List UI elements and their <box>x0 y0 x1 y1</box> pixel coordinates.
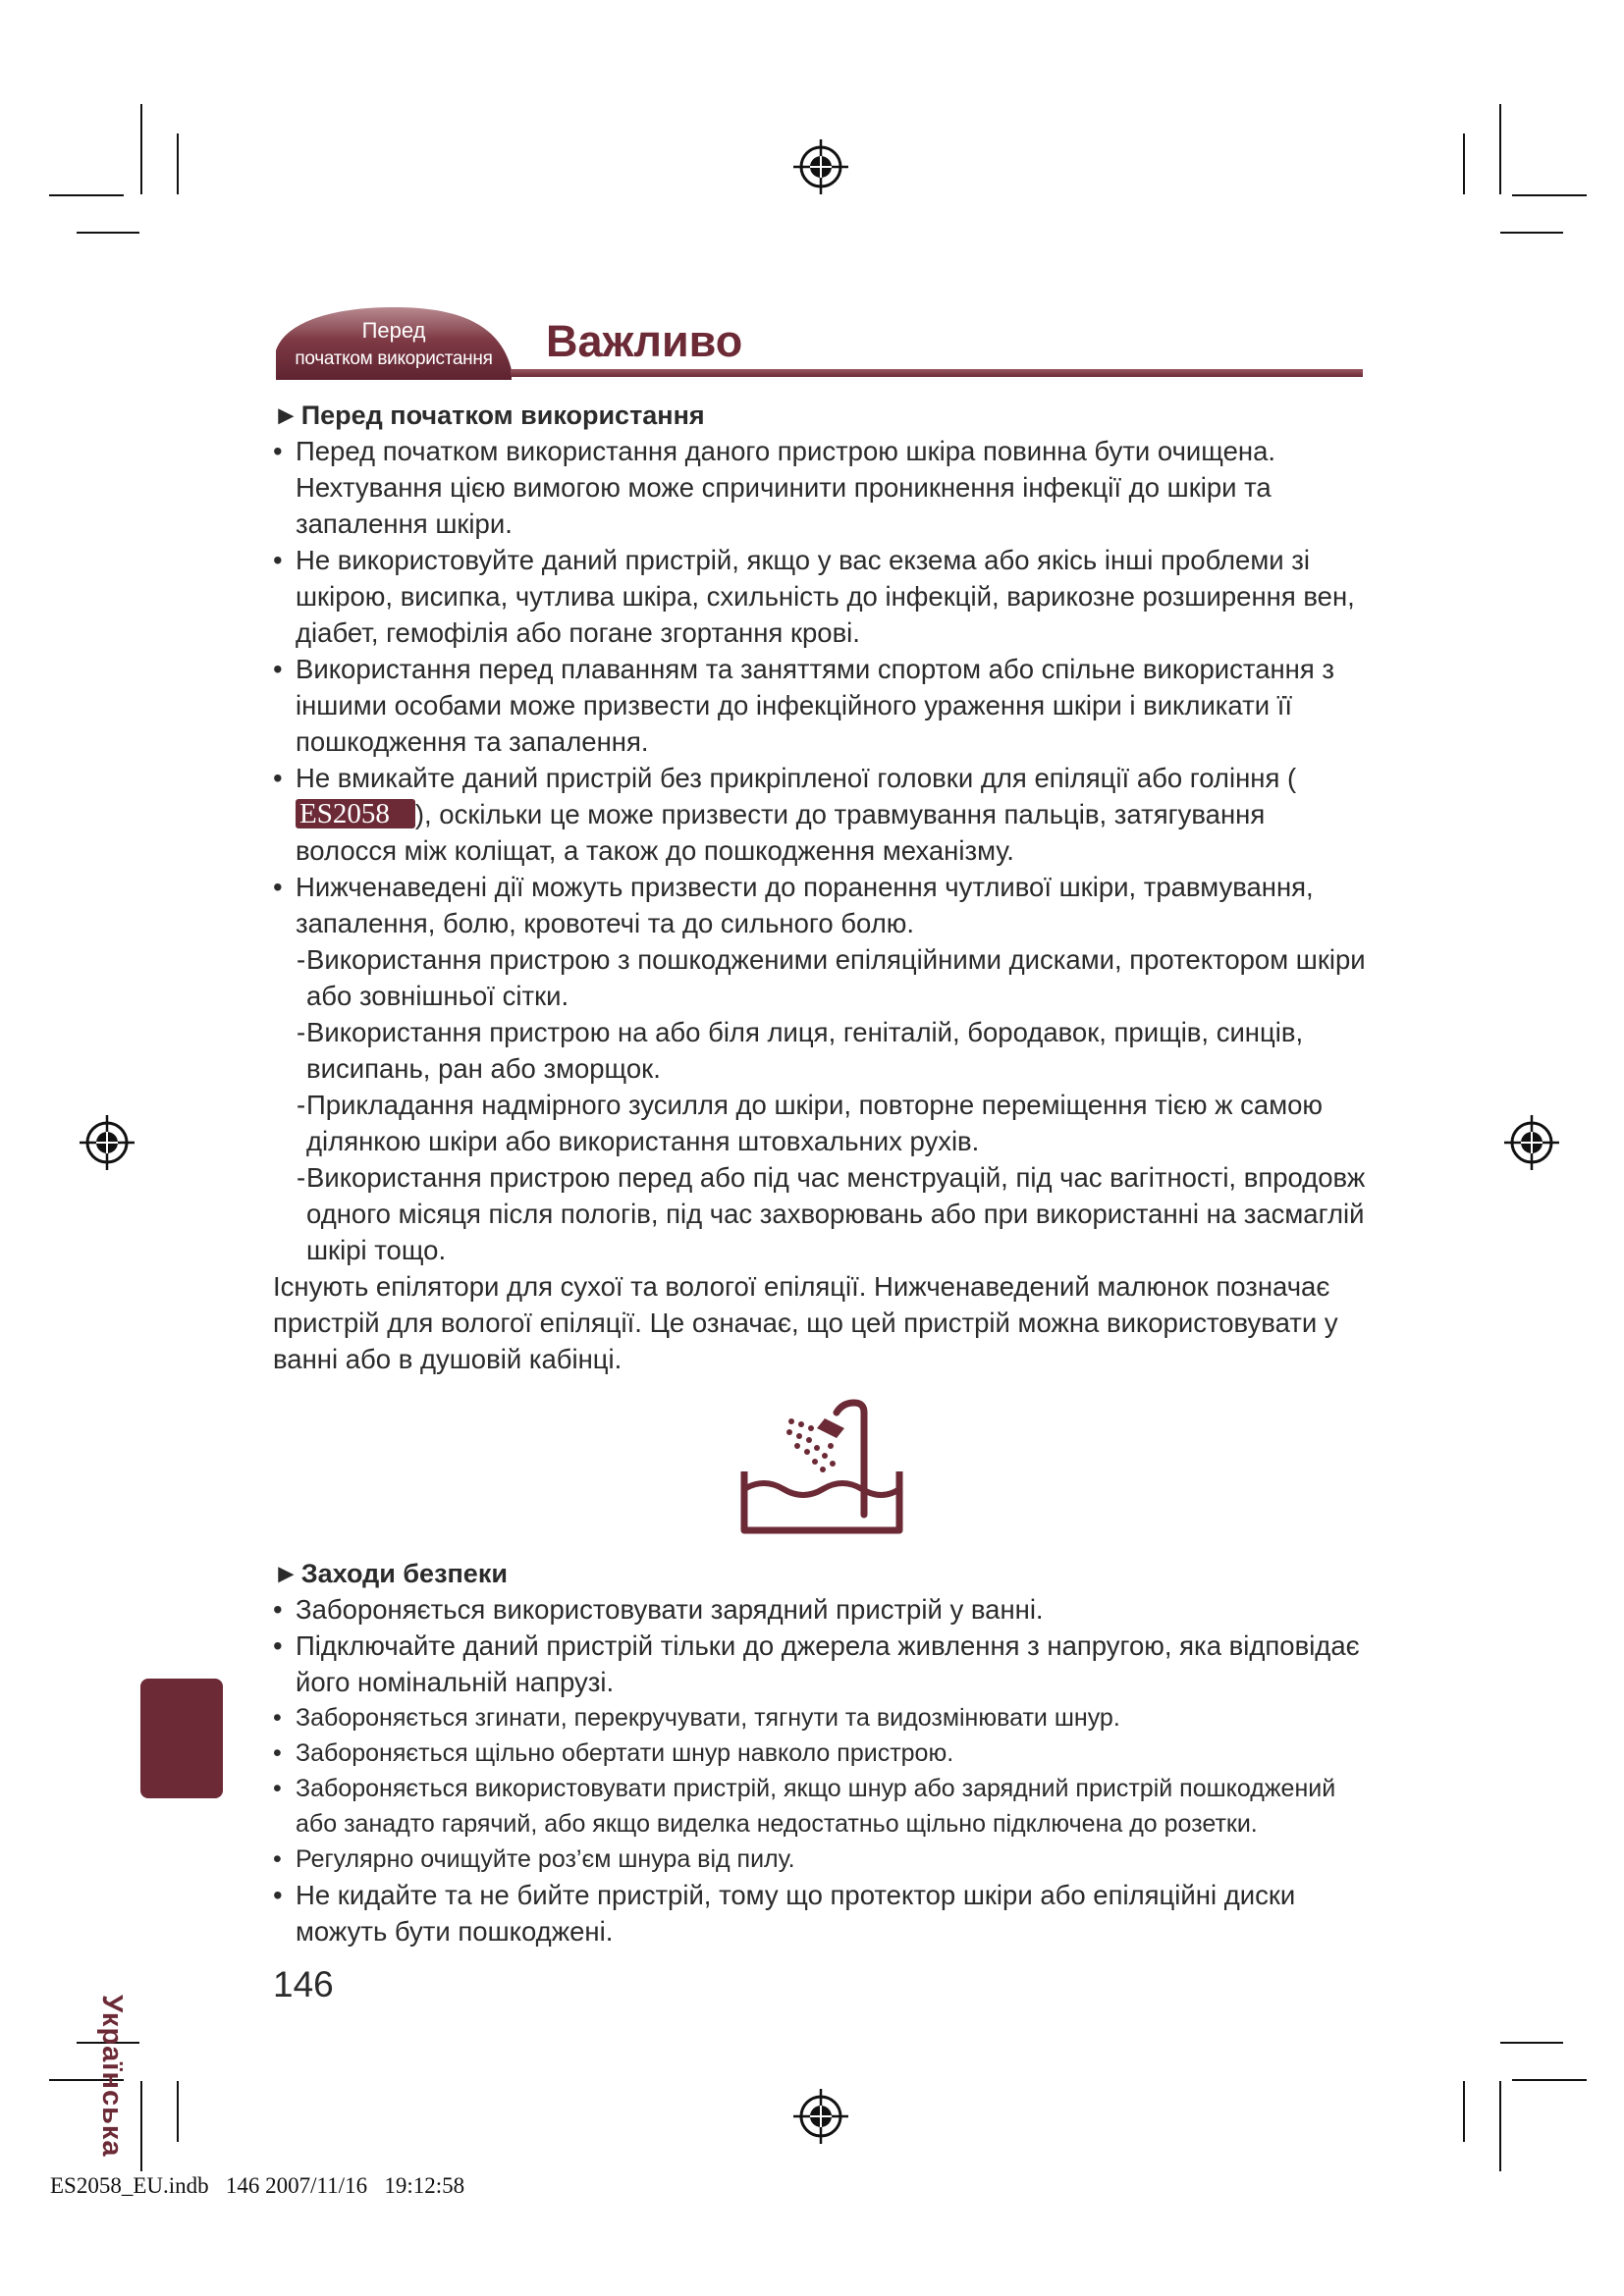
list-item: • Забороняється використовувати зарядний пристрій у ванні. <box>273 1594 1044 1625</box>
title-rule <box>511 369 1363 377</box>
section-heading-text: Заходи безпеки <box>300 1559 508 1588</box>
registration-mark-icon <box>1502 1113 1561 1172</box>
section-heading <box>273 398 1368 433</box>
crop-mark <box>1512 194 1587 196</box>
triangle-icon: ► <box>273 1559 299 1588</box>
list-item-text: Перед початком використання даного пристрою шкіра повинна бути очищена. Нехтування цією вимогою може спричинити проникнення інфекції до шкіри та запалення шкіри. <box>296 436 1276 539</box>
header-tab <box>276 301 512 380</box>
list-item: • Забороняється згинати, перекручувати, тягнути та видозмінювати шнур. <box>273 1704 1120 1732</box>
list-item-text: Не кидайте та не бийте пристрій, тому що протектор шкіри або епіляційні диски можуть бути пошкоджені. <box>296 1880 1296 1947</box>
crop-mark <box>140 2081 142 2171</box>
sub-list-item-text: Використання пристрою на або біля лиця, геніталій, бородавок, прищів, синців, висипань, ран або зморщок. <box>306 1017 1304 1084</box>
registration-mark-icon <box>791 137 850 196</box>
list-item: • Використання перед плаванням та заняттями спортом або спільне використання з іншими особами може призвести до інфекційного ураження шкіри і викликати її пошкодження та запалення. <box>273 654 1334 757</box>
list-item-text: Регулярно очищуйте роз’єм шнура від пилу. <box>296 1845 795 1873</box>
list-item-text: Нижченаведені дії можуть призвести до поранення чутливої шкіри, травмування, запалення, болю, кровотечі та до сильного болю. <box>296 872 1314 938</box>
crop-mark <box>140 104 142 194</box>
list-item: • Забороняється щільно обертати шнур навколо пристрою. <box>273 1739 954 1767</box>
section-heading <box>273 1556 1368 1591</box>
triangle-icon: ► <box>273 400 299 430</box>
list-item: • Не вмикайте даний пристрій без прикріпленої головки для епіляції або гоління (ES2058 ), оскільки це може призвести до травмування пальців, затягування волосся між коліщат, а також до пошкодження механізму. <box>273 763 1297 866</box>
crop-mark <box>177 133 179 194</box>
page-title: Важливо <box>546 316 743 366</box>
crop-mark <box>1512 2079 1587 2081</box>
sub-list-item: - Прикладання надмірного зусилля до шкіри, повторне переміщення тією ж самою ділянкою шкіри або використання штовхальних рухів. <box>297 1090 1324 1156</box>
list-item: • Регулярно очищуйте роз’єм шнура від пилу. <box>273 1845 795 1873</box>
registration-mark-icon <box>791 2087 850 2146</box>
sub-list-item-text: Використання пристрою перед або під час менструацій, під час вагітності, впродовж одного місяця після пологів, під час захворювань або при використанні на засмаглій шкірі тощо. <box>306 1162 1366 1265</box>
list-item: • Не використовуйте даний пристрій, якщо у вас екзема або якісь інші проблеми зі шкірою, висипка, чутлива шкіра, схильність до інфекцій, варикозне розширення вен, діабет, гемофілія або погане згортання крові. <box>273 545 1355 648</box>
list-item-text: Забороняється згинати, перекручувати, тягнути та видозмінювати шнур. <box>296 1704 1120 1732</box>
crop-mark <box>177 2081 179 2142</box>
section-heading-text: Перед початком використання <box>300 400 705 430</box>
page-number: 146 <box>273 1964 334 2004</box>
header-tab-line2: початком використання <box>295 348 493 369</box>
model-badge: ES2058 <box>296 799 415 828</box>
crop-mark <box>49 194 124 196</box>
main-content <box>273 398 1368 1949</box>
list-item: • Перед початком використання даного пристрою шкіра повинна бути очищена. Нехтування цією вимогою може спричинити проникнення інфекції до шкіри та запалення шкіри. <box>273 436 1276 539</box>
crop-mark <box>1500 2042 1563 2044</box>
list-item-text: Не використовуйте даний пристрій, якщо у вас екзема або якісь інші проблеми зі шкірою, висипка, чутлива шкіра, схильність до інфекцій, варикозне розширення вен, діабет, гемофілія або погане згортання крові. <box>296 545 1355 648</box>
language-tab <box>140 1679 223 1798</box>
registration-mark-icon <box>78 1113 136 1172</box>
bath-shower-icon <box>738 1399 905 1536</box>
list-item-text: Не вмикайте даний пристрій без прикріпленої головки для епіляції або гоління ( <box>296 763 1297 793</box>
info-paragraph: Існують епілятори для сухої та вологої епіляції. Нижченаведений малюнок позначає пристрій для вологої епіляції. Це означає, що цей пристрій можна використовувати у ванні або в душовій кабінці. <box>273 1271 1338 1374</box>
sub-list-item-text: Використання пристрою з пошкодженими епіляційними дисками, протектором шкіри або зовнішньої сітки. <box>306 944 1366 1011</box>
crop-mark <box>1463 133 1465 194</box>
footer-slug: ES2058_EU.indb 146 2007/11/16 19:12:58 <box>50 2173 465 2198</box>
list-item: • Підключайте даний пристрій тільки до джерела живлення з напругою, яка відповідає його номінальній напрузі. <box>273 1630 1360 1697</box>
list-item-text: Використання перед плаванням та заняттями спортом або спільне використання з іншими особами може призвести до інфекційного ураження шкіри і викликати її пошкодження та запалення. <box>296 654 1334 757</box>
crop-mark <box>1499 104 1501 194</box>
list-item-text: Забороняється використовувати зарядний пристрій у ванні. <box>296 1594 1044 1625</box>
list-item-text: ), оскільки це може призвести до травмування пальців, затягування волосся між коліщат, а також до пошкодження механізму. <box>296 799 1266 866</box>
list-item: • Нижченаведені дії можуть призвести до поранення чутливої шкіри, травмування, запалення, болю, кровотечі та до сильного болю. <box>273 872 1314 938</box>
list-item-text: Забороняється щільно обертати шнур навколо пристрою. <box>296 1739 954 1767</box>
sub-list-item: - Використання пристрою перед або під час менструацій, під час вагітності, впродовж одного місяця після пологів, під час захворювань або при використанні на засмаглій шкірі тощо. <box>297 1162 1366 1265</box>
crop-mark <box>1500 232 1563 234</box>
sub-list-item: - Використання пристрою на або біля лиця, геніталій, бородавок, прищів, синців, висипань, ран або зморщок. <box>297 1017 1304 1084</box>
crop-mark <box>1463 2081 1465 2142</box>
sub-list-item: - Використання пристрою з пошкодженими епіляційними дисками, протектором шкіри або зовнішньої сітки. <box>297 944 1366 1011</box>
language-label: Українська <box>96 1995 128 2158</box>
list-item: • Не кидайте та не бийте пристрій, тому що протектор шкіри або епіляційні диски можуть бути пошкоджені. <box>273 1880 1296 1947</box>
list-item-text: Забороняється використовувати пристрій, якщо шнур або зарядний пристрій пошкоджений або занадто гарячий, або якщо виделка недостатньо щільно підключена до розетки. <box>296 1775 1336 1838</box>
crop-mark <box>1499 2081 1501 2171</box>
list-item: • Забороняється використовувати пристрій, якщо шнур або зарядний пристрій пошкоджений або занадто гарячий, або якщо виделка недостатньо щільно підключена до розетки. <box>273 1775 1336 1838</box>
crop-mark <box>77 232 139 234</box>
header-tab-line1: Перед <box>361 318 426 343</box>
list-item-text: Підключайте даний пристрій тільки до джерела живлення з напругою, яка відповідає його номінальній напрузі. <box>296 1630 1360 1697</box>
sub-list-item-text: Прикладання надмірного зусилля до шкіри, повторне переміщення тією ж самою ділянкою шкіри або використання штовхальних рухів. <box>306 1090 1324 1156</box>
